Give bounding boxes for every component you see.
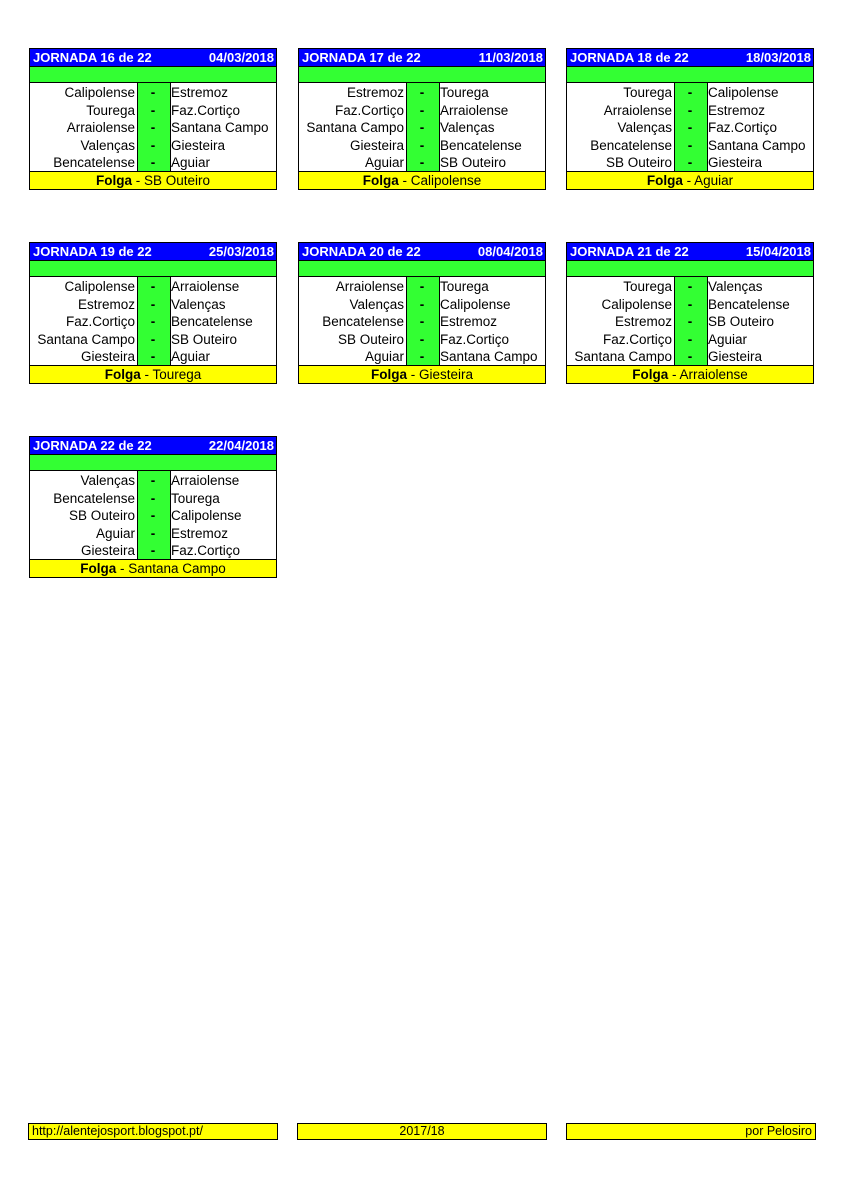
home-team: Valenças (80, 137, 135, 153)
home-team: Estremoz (614, 314, 672, 329)
folga-dash: - (398, 173, 411, 188)
away-team: Estremoz (708, 102, 766, 118)
away-team: SB Outeiro (708, 314, 775, 329)
home-team: Faz.Cortiço (602, 331, 672, 347)
home-team: Arraiolense (66, 120, 135, 135)
match-separator: - (150, 137, 156, 153)
match-separator: - (150, 543, 156, 558)
match-separator: - (687, 102, 693, 118)
match-row (567, 331, 813, 349)
jornada-spacer (567, 67, 813, 83)
home-team: Estremoz (77, 296, 135, 312)
jornada-block (29, 48, 277, 190)
away-team: Faz.Cortiço (440, 331, 510, 347)
jornada-date: 18/03/2018 (745, 49, 811, 65)
away-team: Bencatelense (440, 137, 522, 153)
folga-label: Folga (95, 173, 132, 188)
footer-season (297, 1123, 547, 1140)
games-list (30, 83, 276, 171)
match-separator: - (419, 314, 425, 329)
away-team: Estremoz (171, 85, 229, 100)
match-row (567, 348, 813, 366)
home-team: Calipolense (64, 279, 135, 294)
jornada-block (566, 48, 814, 190)
jornada-title: JORNADA 18 de 22 (570, 49, 689, 65)
match-separator: - (150, 349, 156, 364)
jornada-header (30, 49, 276, 67)
jornada-header (30, 437, 276, 455)
match-separator: - (150, 508, 156, 523)
jornada-title: JORNADA 19 de 22 (33, 243, 152, 259)
away-team: Santana Campo (440, 349, 538, 364)
jornada-block (298, 48, 546, 190)
match-row (30, 119, 276, 137)
match-separator: - (687, 279, 693, 294)
jornada-header (30, 243, 276, 261)
match-row (567, 84, 813, 102)
games-list (30, 471, 276, 559)
folga-label: Folga (370, 367, 407, 382)
home-team: Santana Campo (37, 331, 135, 347)
folga-dash: - (131, 173, 144, 188)
jornada-date: 11/03/2018 (478, 49, 543, 65)
match-separator: - (150, 314, 156, 329)
footer-author (566, 1123, 816, 1140)
folga-label: Folga (362, 173, 399, 188)
away-team: Santana Campo (708, 137, 806, 153)
jornada-title: JORNADA 22 de 22 (33, 437, 152, 453)
match-separator: - (150, 155, 156, 170)
match-row (30, 490, 276, 508)
away-team: Aguiar (171, 155, 211, 170)
away-team: Estremoz (440, 314, 498, 329)
match-separator: - (150, 331, 156, 347)
match-row (30, 154, 276, 172)
jornada-header (299, 49, 545, 67)
jornada-spacer (299, 261, 545, 277)
match-row (30, 296, 276, 314)
home-team: Santana Campo (574, 349, 672, 364)
away-team: Giesteira (708, 155, 763, 170)
away-team: Santana Campo (171, 120, 269, 135)
away-team: Valenças (708, 279, 763, 294)
match-separator: - (419, 120, 425, 135)
home-team: Faz.Cortiço (65, 314, 135, 329)
footer-season-text: 2017/18 (399, 1124, 445, 1138)
match-separator: - (687, 331, 693, 347)
match-separator: - (419, 296, 425, 312)
folga-row (567, 365, 813, 383)
match-row (567, 296, 813, 314)
jornada-title: JORNADA 16 de 22 (33, 49, 152, 65)
away-team: Tourega (171, 490, 220, 506)
folga-row (567, 171, 813, 189)
match-separator: - (419, 331, 425, 347)
folga-team: Arraiolense (679, 367, 748, 382)
match-row (30, 278, 276, 296)
match-row (30, 348, 276, 366)
games-list (567, 83, 813, 171)
jornada-spacer (30, 67, 276, 83)
home-team: Giesteira (80, 543, 135, 558)
match-row (30, 102, 276, 120)
home-team: Aguiar (364, 349, 404, 364)
away-team: Bencatelense (171, 314, 253, 329)
match-separator: - (150, 525, 156, 541)
match-separator: - (419, 349, 425, 364)
jornada-block (29, 436, 277, 578)
home-team: Arraiolense (603, 102, 672, 118)
match-row (567, 119, 813, 137)
home-team: SB Outeiro (68, 508, 135, 523)
away-team: Giesteira (708, 349, 763, 364)
match-separator: - (150, 473, 156, 488)
folga-row (30, 559, 276, 577)
away-team: SB Outeiro (171, 331, 238, 347)
away-team: Aguiar (171, 349, 211, 364)
jornada-block (566, 242, 814, 384)
folga-team: Aguiar (694, 173, 734, 188)
match-row (567, 102, 813, 120)
folga-dash: - (668, 367, 680, 382)
away-team: Tourega (440, 279, 489, 294)
home-team: Santana Campo (306, 120, 404, 135)
folga-dash: - (116, 561, 129, 576)
folga-dash: - (140, 367, 153, 382)
away-team: Arraiolense (440, 102, 509, 118)
match-row (30, 472, 276, 490)
match-row (299, 296, 545, 314)
jornada-block (29, 242, 277, 384)
away-team: Valenças (171, 296, 226, 312)
match-separator: - (419, 155, 425, 170)
folga-label: Folga (104, 367, 141, 382)
match-separator: - (687, 137, 693, 153)
match-row (299, 84, 545, 102)
match-row (30, 331, 276, 349)
jornada-date: 15/04/2018 (745, 243, 811, 259)
match-separator: - (150, 102, 156, 118)
match-row (30, 137, 276, 155)
home-team: SB Outeiro (337, 331, 404, 347)
away-team: Arraiolense (171, 279, 240, 294)
match-separator: - (150, 279, 156, 294)
match-row (299, 102, 545, 120)
away-team: Faz.Cortiço (708, 120, 778, 135)
away-team: Faz.Cortiço (171, 543, 241, 558)
folga-row (299, 365, 545, 383)
home-team: Faz.Cortiço (334, 102, 404, 118)
folga-row (30, 171, 276, 189)
home-team: Calipolense (601, 296, 672, 312)
home-team: Tourega (623, 279, 672, 294)
match-row (567, 154, 813, 172)
home-team: SB Outeiro (605, 155, 672, 170)
match-separator: - (150, 120, 156, 135)
jornada-header (299, 243, 545, 261)
folga-label: Folga (632, 367, 669, 382)
match-separator: - (150, 490, 156, 506)
jornada-header (567, 49, 813, 67)
jornada-block (298, 242, 546, 384)
match-separator: - (150, 296, 156, 312)
footer-author-text: por Pelosiro (745, 1124, 812, 1138)
match-row (30, 507, 276, 525)
away-team: Valenças (440, 120, 495, 135)
away-team: Calipolense (171, 508, 242, 523)
folga-dash: - (406, 367, 419, 382)
match-separator: - (687, 349, 693, 364)
home-team: Estremoz (346, 85, 404, 100)
jornada-header (567, 243, 813, 261)
match-separator: - (419, 137, 425, 153)
folga-dash: - (682, 173, 695, 188)
footer-url (28, 1123, 278, 1140)
folga-row (299, 171, 545, 189)
match-separator: - (687, 296, 693, 312)
games-list (567, 277, 813, 365)
jornada-date: 04/03/2018 (208, 49, 274, 65)
home-team: Valenças (617, 120, 672, 135)
home-team: Bencatelense (53, 155, 135, 170)
match-row (30, 525, 276, 543)
away-team: Giesteira (171, 137, 226, 153)
match-separator: - (150, 85, 156, 100)
match-row (299, 154, 545, 172)
folga-team: Tourega (152, 367, 202, 382)
match-separator: - (687, 314, 693, 329)
home-team: Arraiolense (335, 279, 404, 294)
match-row (299, 348, 545, 366)
home-team: Valenças (80, 473, 135, 488)
jornada-spacer (567, 261, 813, 277)
match-row (30, 542, 276, 560)
match-separator: - (419, 85, 425, 100)
folga-team: Santana Campo (128, 561, 226, 576)
folga-team: Giesteira (418, 367, 474, 382)
jornada-spacer (299, 67, 545, 83)
home-team: Bencatelense (590, 137, 672, 153)
jornada-spacer (30, 261, 276, 277)
away-team: Faz.Cortiço (171, 102, 241, 118)
folga-team: SB Outeiro (143, 173, 211, 188)
match-row (299, 313, 545, 331)
away-team: Calipolense (440, 296, 511, 312)
match-row (299, 119, 545, 137)
match-separator: - (419, 279, 425, 294)
match-row (299, 331, 545, 349)
away-team: Calipolense (708, 85, 779, 100)
jornada-date: 22/04/2018 (208, 437, 274, 453)
match-row (299, 137, 545, 155)
jornada-date: 25/03/2018 (208, 243, 274, 259)
home-team: Aguiar (364, 155, 404, 170)
away-team: SB Outeiro (440, 155, 507, 170)
home-team: Tourega (86, 102, 135, 118)
jornada-date: 08/04/2018 (477, 243, 543, 259)
match-row (567, 137, 813, 155)
match-row (30, 313, 276, 331)
folga-team: Calipolense (410, 173, 482, 188)
jornada-title: JORNADA 20 de 22 (302, 243, 421, 259)
games-list (30, 277, 276, 365)
home-team: Tourega (623, 85, 672, 100)
games-list (299, 277, 545, 365)
home-team: Bencatelense (53, 490, 135, 506)
match-row (30, 84, 276, 102)
jornada-title: JORNADA 17 de 22 (302, 49, 421, 65)
home-team: Giesteira (349, 137, 404, 153)
jornada-title: JORNADA 21 de 22 (570, 243, 689, 259)
home-team: Valenças (349, 296, 404, 312)
folga-label: Folga (80, 561, 117, 576)
match-row (299, 278, 545, 296)
match-row (567, 313, 813, 331)
match-separator: - (419, 102, 425, 118)
away-team: Bencatelense (708, 296, 790, 312)
match-separator: - (687, 120, 693, 135)
home-team: Bencatelense (322, 314, 404, 329)
home-team: Giesteira (80, 349, 135, 364)
home-team: Aguiar (95, 525, 135, 541)
away-team: Estremoz (171, 525, 229, 541)
match-row (567, 278, 813, 296)
jornada-spacer (30, 455, 276, 471)
footer-url-text: http://alentejosport.blogspot.pt/ (32, 1124, 203, 1138)
games-list (299, 83, 545, 171)
away-team: Arraiolense (171, 473, 240, 488)
folga-row (30, 365, 276, 383)
away-team: Aguiar (708, 331, 748, 347)
match-separator: - (687, 85, 693, 100)
match-separator: - (687, 155, 693, 170)
away-team: Tourega (440, 85, 489, 100)
home-team: Calipolense (64, 85, 135, 100)
folga-label: Folga (646, 173, 683, 188)
